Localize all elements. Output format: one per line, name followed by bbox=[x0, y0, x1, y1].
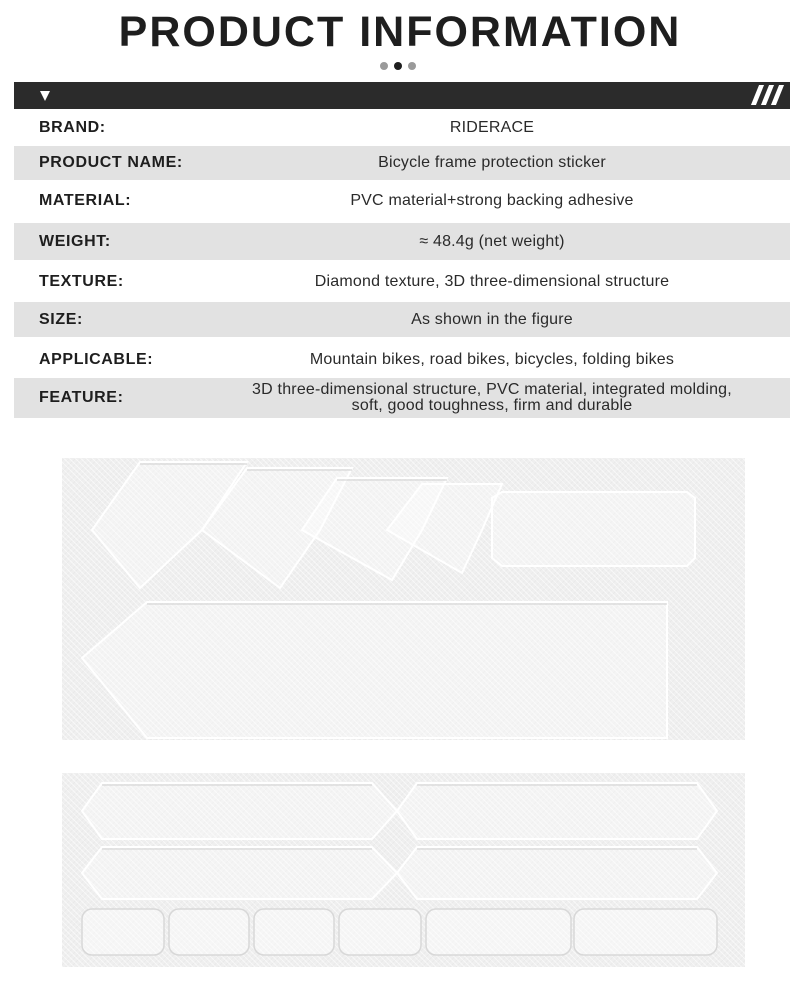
slashes-decoration-icon bbox=[755, 85, 780, 105]
spec-row-applicable bbox=[14, 342, 790, 378]
spec-value-line: soft, good toughness, firm and durable bbox=[351, 397, 633, 414]
spec-value: ≈ 48.4g (net weight) bbox=[419, 232, 565, 250]
section-banner bbox=[14, 82, 790, 109]
spec-label: SIZE: bbox=[39, 310, 83, 328]
carousel-dots bbox=[380, 62, 416, 70]
sticker-sheet-top-image bbox=[62, 458, 745, 740]
spec-value bbox=[214, 382, 770, 414]
triangle-down-icon bbox=[40, 91, 50, 101]
spec-value-line: 3D three-dimensional structure, PVC material, integrated molding, bbox=[252, 381, 732, 398]
spec-value: Bicycle frame protection sticker bbox=[378, 154, 606, 171]
spec-row-material bbox=[14, 180, 790, 221]
spec-label: APPLICABLE: bbox=[39, 351, 154, 368]
spec-label: TEXTURE: bbox=[39, 273, 124, 290]
page-title: PRODUCT INFORMATION bbox=[118, 8, 682, 56]
sticker-strips bbox=[62, 773, 745, 967]
carousel-dot-3[interactable] bbox=[408, 62, 416, 70]
spec-label: WEIGHT: bbox=[39, 232, 111, 250]
spec-label: FEATURE: bbox=[39, 389, 124, 406]
spec-label: MATERIAL: bbox=[39, 191, 132, 209]
spec-row-size bbox=[14, 302, 790, 337]
spec-value: PVC material+strong backing adhesive bbox=[350, 191, 634, 209]
spec-row-product-name bbox=[14, 146, 790, 180]
spec-value: Mountain bikes, road bikes, bicycles, folding bikes bbox=[309, 351, 675, 368]
spec-row-texture bbox=[14, 262, 790, 302]
spec-row-feature bbox=[14, 378, 790, 418]
spec-row-brand bbox=[14, 110, 790, 146]
spec-value: As shown in the figure bbox=[411, 310, 573, 328]
carousel-dot-2[interactable] bbox=[394, 62, 402, 70]
carousel-dot-1[interactable] bbox=[380, 62, 388, 70]
spec-label: PRODUCT NAME: bbox=[39, 154, 183, 171]
spec-label: BRAND: bbox=[39, 119, 106, 136]
spec-value: Diamond texture, 3D three-dimensional structure bbox=[314, 273, 670, 290]
spec-row-weight bbox=[14, 223, 790, 260]
spec-value: RIDERACE bbox=[449, 119, 535, 136]
sticker-shapes bbox=[62, 458, 745, 740]
sticker-sheet-bottom-image bbox=[62, 773, 745, 967]
